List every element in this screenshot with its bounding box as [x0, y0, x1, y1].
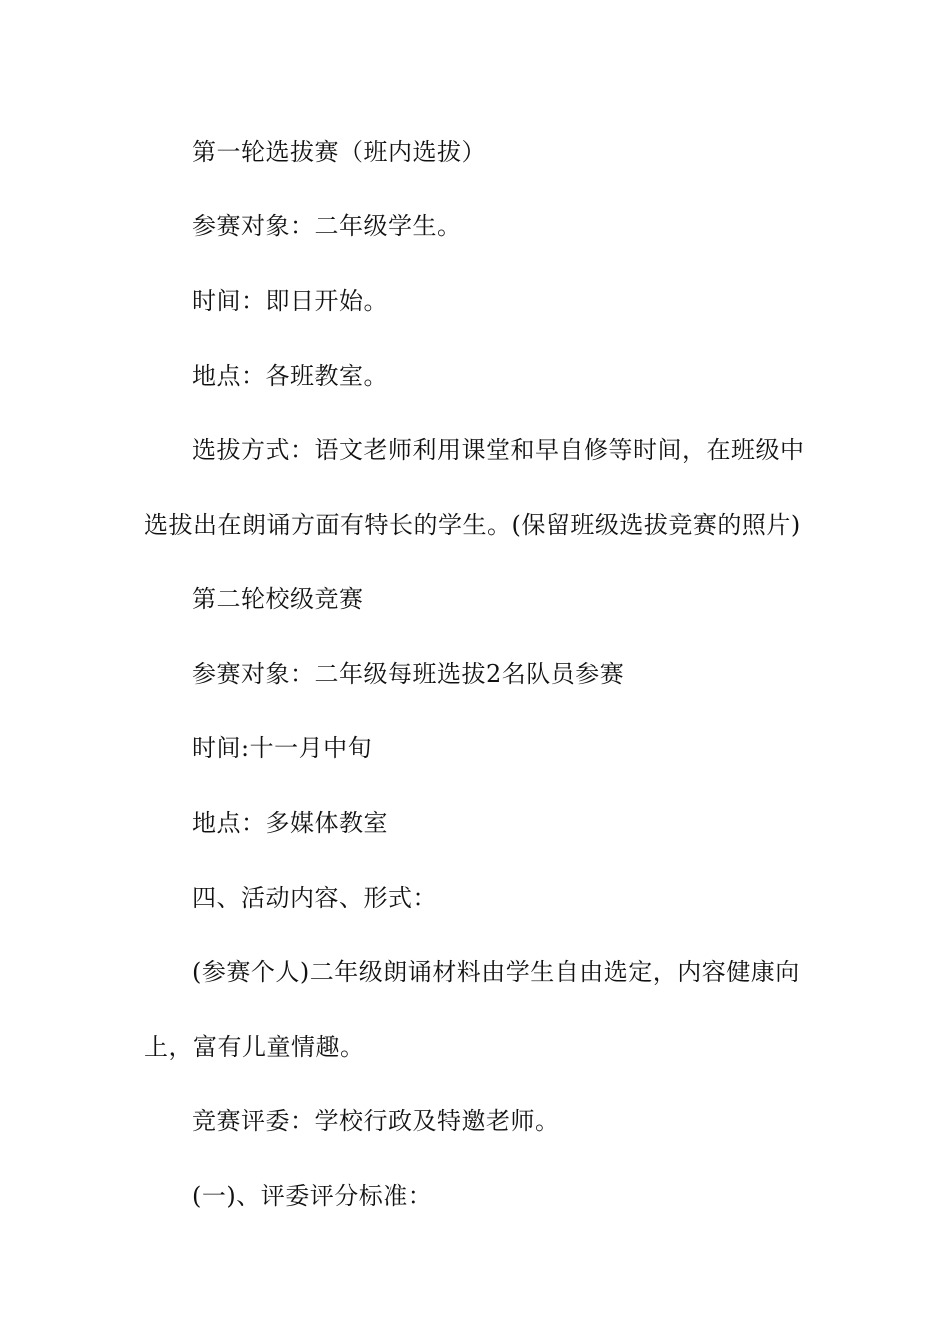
round-one-heading: 第一轮选拔赛（班内选拔）	[192, 138, 486, 166]
selection-method-line-2: 选拔出在朗诵方面有特长的学生。(保留班级选拔竞赛的照片)	[144, 511, 801, 539]
section-four-heading: 四、活动内容、形式：	[192, 884, 437, 912]
round-two-participants: 参赛对象：二年级每班选拔2名队员参赛	[192, 660, 625, 688]
content-paragraph-line-2: 上，富有儿童情趣。	[144, 1033, 365, 1061]
round-two-heading: 第二轮校级竞赛	[192, 585, 364, 613]
judges-line: 竞赛评委：学校行政及特邀老师。	[192, 1107, 560, 1135]
round-one-location: 地点：各班教室。	[192, 362, 388, 390]
content-paragraph-line-1: (参赛个人)二年级朗诵材料由学生自由选定，内容健康向	[192, 958, 800, 986]
selection-method-line-1: 选拔方式：语文老师利用课堂和早自修等时间，在班级中	[192, 436, 805, 464]
round-one-time: 时间：即日开始。	[192, 287, 388, 315]
round-two-time: 时间:十一月中旬	[192, 734, 373, 762]
round-two-location: 地点：多媒体教室	[192, 809, 388, 837]
scoring-criteria-heading: (一)、评委评分标准：	[192, 1182, 433, 1210]
round-one-participants: 参赛对象：二年级学生。	[192, 212, 462, 240]
